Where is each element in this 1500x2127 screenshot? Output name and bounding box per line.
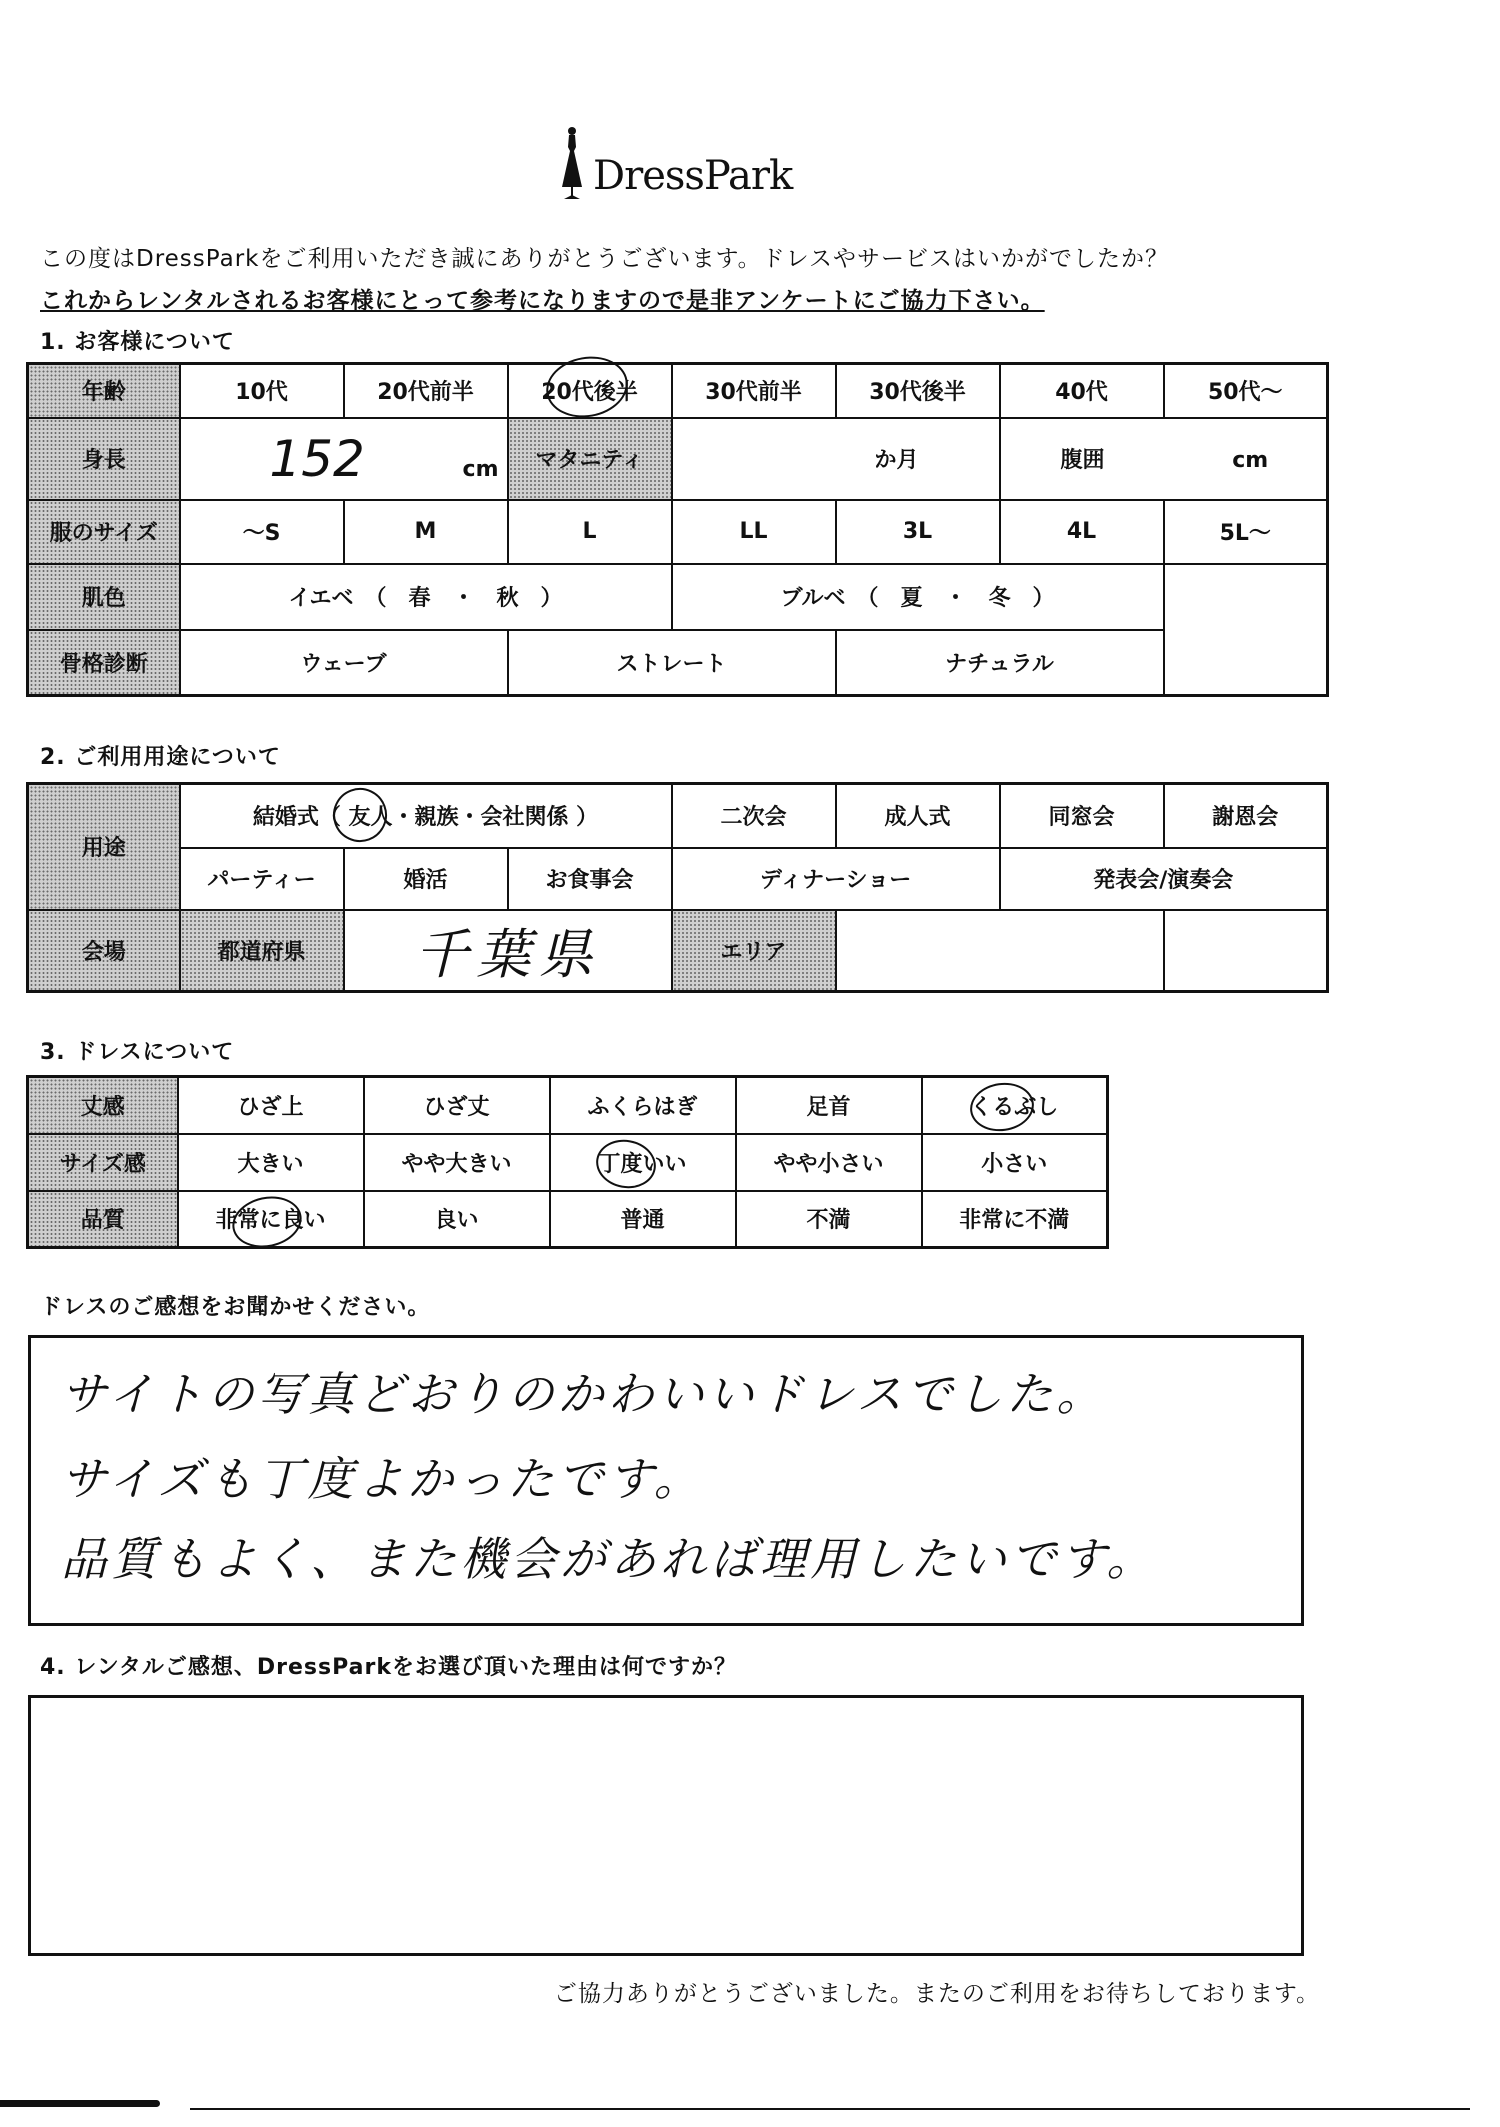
height-field[interactable] xyxy=(180,418,508,500)
quality-option[interactable]: 普通 xyxy=(550,1191,736,1248)
length-option[interactable]: ひざ上 xyxy=(178,1077,364,1134)
fit-option-selected[interactable]: 丁度いい xyxy=(550,1134,736,1191)
comment-line: 品質もよく、また機会があれば理用したいです。 xyxy=(61,1532,1157,1586)
size-label: 服のサイズ xyxy=(28,500,180,564)
rental-comment-box[interactable] xyxy=(28,1695,1304,1956)
usage-option[interactable]: 謝恩会 xyxy=(1164,784,1328,848)
length-option[interactable]: 足首 xyxy=(736,1077,922,1134)
size-option[interactable]: 3L xyxy=(836,500,1000,564)
intro-line-1: この度はDressParkをご利用いただき誠にありがとうございます。ドレスやサービスはいかがでしたか？ xyxy=(40,246,1169,272)
age-row xyxy=(28,364,1328,418)
usage-option[interactable]: 発表会/演奏会 xyxy=(1000,848,1328,910)
prefecture-field[interactable] xyxy=(344,910,672,992)
comment-line: サイズも丁度よかったです。 xyxy=(61,1452,704,1506)
usage-option[interactable]: パーティー xyxy=(180,848,344,910)
size-row xyxy=(28,500,1328,564)
quality-row xyxy=(28,1191,1108,1248)
age-label: 年齢 xyxy=(28,364,180,418)
frame-option[interactable]: ストレート xyxy=(508,630,836,696)
quality-option[interactable]: 不満 xyxy=(736,1191,922,1248)
length-label: 丈感 xyxy=(28,1077,178,1134)
length-row xyxy=(28,1077,1108,1134)
fit-row xyxy=(28,1134,1108,1191)
scan-edge-mark xyxy=(0,2100,160,2107)
size-option[interactable]: 5L〜 xyxy=(1164,500,1328,564)
frame-row xyxy=(28,630,1328,696)
purpose-label: 用途 xyxy=(28,784,180,910)
age-option[interactable]: 40代 xyxy=(1000,364,1164,418)
area-field[interactable] xyxy=(836,910,1164,992)
intro-line-2: これからレンタルされるお客様にとって参考になりますので是非アンケートにご協力下さい。 xyxy=(40,288,1045,314)
section-1-title: 1. お客様について xyxy=(40,330,235,355)
age-option-selected[interactable]: 20代後半 xyxy=(508,364,672,418)
size-option[interactable]: M xyxy=(344,500,508,564)
usage-option[interactable]: 婚活 xyxy=(344,848,508,910)
usage-option[interactable]: 二次会 xyxy=(672,784,836,848)
usage-row-2 xyxy=(28,848,1328,910)
waist-unit: cm xyxy=(1232,448,1269,473)
usage-option[interactable]: ディナーショー xyxy=(672,848,1000,910)
skin-label: 肌色 xyxy=(28,564,180,630)
fit-option[interactable]: 小さい xyxy=(922,1134,1108,1191)
section-2-title: 2. ご利用用途について xyxy=(40,745,281,770)
height-row xyxy=(28,418,1328,500)
usage-table xyxy=(26,782,1329,993)
fit-option[interactable]: 大きい xyxy=(178,1134,364,1191)
fit-option[interactable]: やや大きい xyxy=(364,1134,550,1191)
footer-thanks: ご協力ありがとうございました。またのご利用をお待ちしております。 xyxy=(553,1981,1320,2007)
waist-label: 腹囲 xyxy=(1060,448,1105,473)
skin-blue-option[interactable]: ブルベ （ 夏 ・ 冬 ） xyxy=(672,564,1164,630)
age-option[interactable]: 30代前半 xyxy=(672,364,836,418)
maternity-month-unit: か月 xyxy=(874,448,919,473)
age-option[interactable]: 50代〜 xyxy=(1164,364,1328,418)
bottom-divider xyxy=(190,2108,1470,2110)
quality-option[interactable]: 非常に不満 xyxy=(922,1191,1108,1248)
frame-label: 骨格診断 xyxy=(28,630,180,696)
age-option[interactable]: 10代 xyxy=(180,364,344,418)
quality-option-selected[interactable]: 非常に良い xyxy=(178,1191,364,1248)
maternity-label: マタニティ xyxy=(508,418,672,500)
area-label: エリア xyxy=(672,910,836,992)
dress-comment-box[interactable] xyxy=(28,1335,1304,1626)
height-unit: cm xyxy=(462,456,499,482)
frame-option[interactable]: ナチュラル xyxy=(836,630,1164,696)
customer-info-table xyxy=(26,362,1329,697)
fit-label: サイズ感 xyxy=(28,1134,178,1191)
dress-table xyxy=(26,1075,1109,1249)
venue-row xyxy=(28,910,1328,992)
length-option[interactable]: ひざ丈 xyxy=(364,1077,550,1134)
venue-label: 会場 xyxy=(28,910,180,992)
height-value: 152 xyxy=(269,429,365,488)
skin-row xyxy=(28,564,1328,630)
dress-mannequin-icon xyxy=(555,125,589,205)
usage-option[interactable]: 同窓会 xyxy=(1000,784,1164,848)
length-option[interactable]: ふくらはぎ xyxy=(550,1077,736,1134)
age-option[interactable]: 20代前半 xyxy=(344,364,508,418)
size-option[interactable]: 4L xyxy=(1000,500,1164,564)
dresspark-logo xyxy=(555,125,795,215)
fit-option[interactable]: やや小さい xyxy=(736,1134,922,1191)
age-option[interactable]: 30代後半 xyxy=(836,364,1000,418)
comment-line: サイトの写真どおりのかわいいドレスでした。 xyxy=(61,1367,1107,1421)
maternity-month-field[interactable] xyxy=(672,418,1000,500)
dress-comment-prompt: ドレスのご感想をお聞かせください。 xyxy=(40,1295,431,1320)
size-option[interactable]: 〜S xyxy=(180,500,344,564)
length-option-selected[interactable]: くるぶし xyxy=(922,1077,1108,1134)
skin-yellow-option[interactable]: イエベ （ 春 ・ 秋 ） xyxy=(180,564,672,630)
usage-row-1 xyxy=(28,784,1328,848)
frame-option[interactable]: ウェーブ xyxy=(180,630,508,696)
usage-option[interactable]: 成人式 xyxy=(836,784,1000,848)
wedding-option[interactable]: 結婚式（ 友人・親族・会社関係 ） xyxy=(180,784,672,848)
prefecture-value: 千葉県 xyxy=(414,922,601,986)
section-3-title: 3. ドレスについて xyxy=(40,1040,235,1065)
section-4-title: 4. レンタルご感想、DressParkをお選び頂いた理由は何ですか？ xyxy=(40,1655,737,1680)
height-label: 身長 xyxy=(28,418,180,500)
size-option[interactable]: L xyxy=(508,500,672,564)
prefecture-label: 都道府県 xyxy=(180,910,344,992)
quality-option[interactable]: 良い xyxy=(364,1191,550,1248)
logo-text: DressPark xyxy=(593,153,793,199)
quality-label: 品質 xyxy=(28,1191,178,1248)
size-option[interactable]: LL xyxy=(672,500,836,564)
waist-field[interactable] xyxy=(1000,418,1328,500)
usage-option[interactable]: お食事会 xyxy=(508,848,672,910)
